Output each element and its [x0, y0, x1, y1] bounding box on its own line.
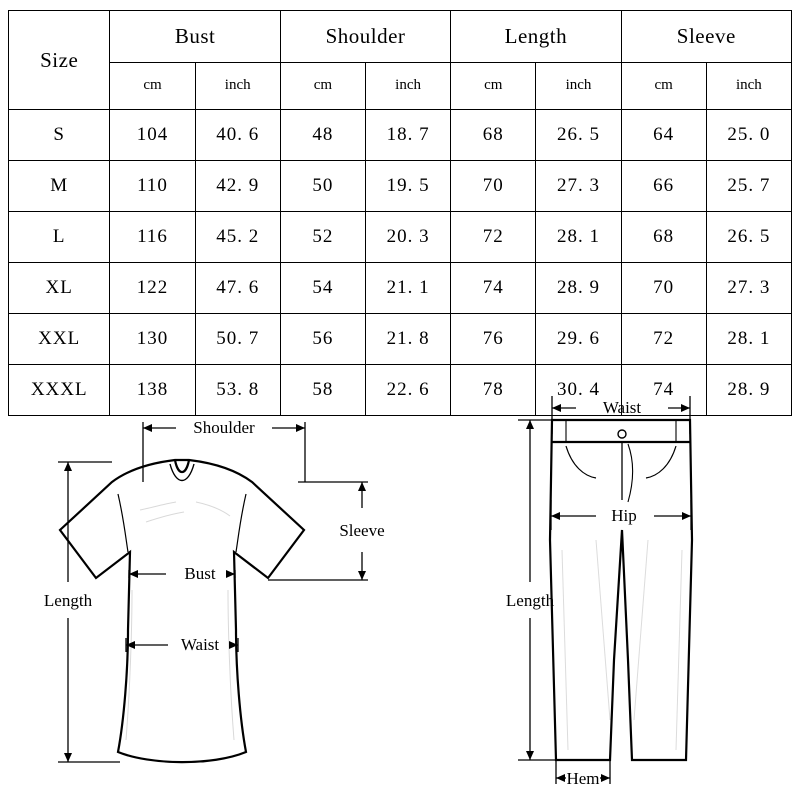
- cell-shoulder-inch: 18. 7: [365, 110, 450, 161]
- cell-bust-inch: 50. 7: [195, 314, 280, 365]
- cell-bust-cm: 138: [110, 365, 195, 416]
- cell-shoulder-cm: 54: [280, 263, 365, 314]
- cell-shoulder-inch: 20. 3: [365, 212, 450, 263]
- cell-sleeve-cm: 72: [621, 314, 706, 365]
- label-waist: Waist: [180, 635, 220, 654]
- table-header-row-units: [9, 62, 792, 109]
- label-shoulder: Shoulder: [193, 418, 255, 437]
- cell-length-inch: 30. 4: [536, 365, 621, 416]
- header-unit-sleeve-inch: inch: [706, 62, 791, 109]
- label-length: Length: [43, 591, 93, 610]
- cell-size: XXL: [9, 314, 110, 365]
- cell-sleeve-inch: 25. 7: [706, 161, 791, 212]
- label-hip: Hip: [611, 506, 637, 525]
- cell-sleeve-cm: 66: [621, 161, 706, 212]
- cell-length-cm: 72: [451, 212, 536, 263]
- cell-sleeve-cm: 64: [621, 110, 706, 161]
- header-unit-length-inch: inch: [536, 62, 621, 109]
- cell-sleeve-cm: 74: [621, 365, 706, 416]
- cell-length-cm: 78: [451, 365, 536, 416]
- table-row: [9, 314, 792, 365]
- cell-shoulder-cm: 56: [280, 314, 365, 365]
- table-row: [9, 161, 792, 212]
- cell-bust-inch: 42. 9: [195, 161, 280, 212]
- cell-bust-inch: 40. 6: [195, 110, 280, 161]
- cell-sleeve-inch: 28. 9: [706, 365, 791, 416]
- cell-shoulder-cm: 48: [280, 110, 365, 161]
- cell-shoulder-inch: 22. 6: [365, 365, 450, 416]
- label-sleeve: Sleeve: [339, 521, 385, 540]
- tshirt-measurement-diagram: [0, 390, 400, 800]
- cell-size: XXXL: [9, 365, 110, 416]
- cell-sleeve-inch: 27. 3: [706, 263, 791, 314]
- cell-length-cm: 76: [451, 314, 536, 365]
- cell-length-cm: 68: [451, 110, 536, 161]
- cell-bust-cm: 104: [110, 110, 195, 161]
- cell-length-inch: 29. 6: [536, 314, 621, 365]
- cell-bust-cm: 110: [110, 161, 195, 212]
- cell-shoulder-cm: 58: [280, 365, 365, 416]
- header-unit-bust-inch: inch: [195, 62, 280, 109]
- size-table: [8, 10, 792, 416]
- pants-measurement-diagram: [400, 390, 800, 800]
- cell-size: L: [9, 212, 110, 263]
- cell-length-inch: 28. 1: [536, 212, 621, 263]
- cell-length-cm: 70: [451, 161, 536, 212]
- cell-length-cm: 74: [451, 263, 536, 314]
- cell-length-inch: 27. 3: [536, 161, 621, 212]
- cell-sleeve-inch: 28. 1: [706, 314, 791, 365]
- cell-bust-cm: 116: [110, 212, 195, 263]
- header-group-length: Length: [451, 11, 621, 63]
- header-unit-shoulder-cm: cm: [280, 62, 365, 109]
- header-unit-length-cm: cm: [451, 62, 536, 109]
- header-size: Size: [9, 11, 110, 110]
- header-group-shoulder: Shoulder: [280, 11, 450, 63]
- cell-sleeve-inch: 26. 5: [706, 212, 791, 263]
- cell-shoulder-inch: 19. 5: [365, 161, 450, 212]
- cell-bust-cm: 130: [110, 314, 195, 365]
- table-row: [9, 263, 792, 314]
- label-length: Length: [505, 591, 555, 610]
- cell-length-inch: 28. 9: [536, 263, 621, 314]
- cell-sleeve-inch: 25. 0: [706, 110, 791, 161]
- cell-shoulder-inch: 21. 8: [365, 314, 450, 365]
- label-waist: Waist: [602, 398, 642, 417]
- table-header-row-groups: [9, 11, 792, 63]
- cell-shoulder-cm: 50: [280, 161, 365, 212]
- table-row: [9, 212, 792, 263]
- label-bust: Bust: [184, 564, 216, 583]
- cell-size: M: [9, 161, 110, 212]
- cell-length-inch: 26. 5: [536, 110, 621, 161]
- header-unit-sleeve-cm: cm: [621, 62, 706, 109]
- cell-sleeve-cm: 68: [621, 212, 706, 263]
- cell-sleeve-cm: 70: [621, 263, 706, 314]
- cell-bust-inch: 45. 2: [195, 212, 280, 263]
- cell-bust-inch: 47. 6: [195, 263, 280, 314]
- cell-size: XL: [9, 263, 110, 314]
- size-table-container: [8, 10, 792, 416]
- cell-shoulder-cm: 52: [280, 212, 365, 263]
- cell-bust-inch: 53. 8: [195, 365, 280, 416]
- cell-shoulder-inch: 21. 1: [365, 263, 450, 314]
- table-row: [9, 110, 792, 161]
- label-hem: Hem: [566, 769, 600, 788]
- cell-size: S: [9, 110, 110, 161]
- measurement-diagrams: [0, 390, 800, 800]
- header-unit-bust-cm: cm: [110, 62, 195, 109]
- header-unit-shoulder-inch: inch: [365, 62, 450, 109]
- cell-bust-cm: 122: [110, 263, 195, 314]
- header-group-bust: Bust: [110, 11, 280, 63]
- header-group-sleeve: Sleeve: [621, 11, 791, 63]
